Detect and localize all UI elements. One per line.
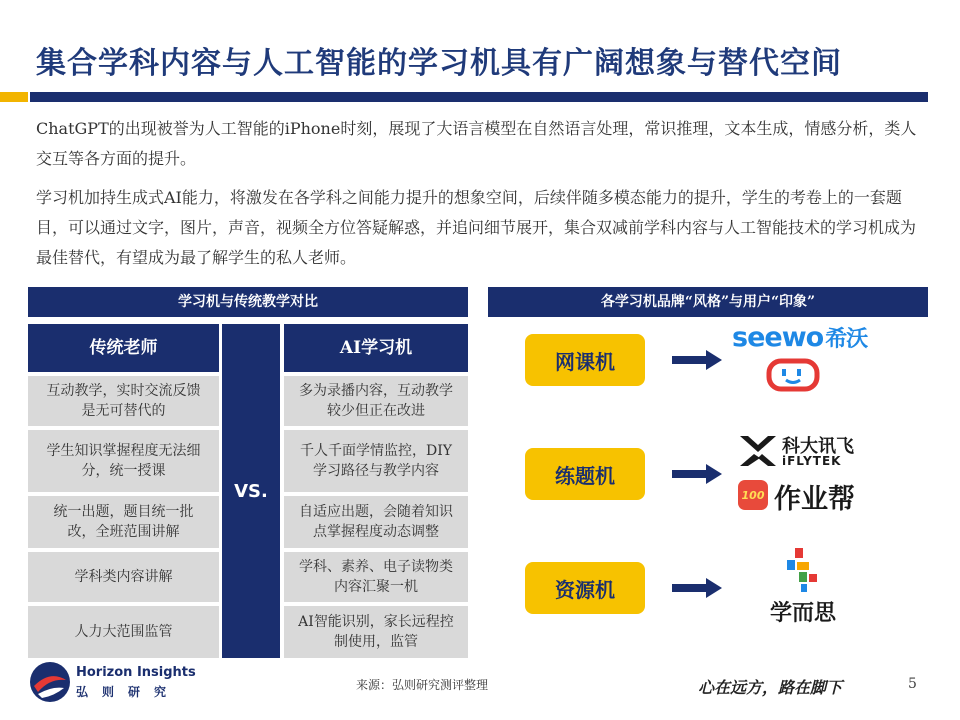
intro-paragraph-2: 学习机加持生成式AI能力，将激发在各学科之间能力提升的想象空间，后续伴随多模态能力的提升，学生的考卷上的一套题目，可以通过文字，图片，声音，视频全方位答疑解惑，并追问细节展开，集合双减前学科内容与人工智能技术的学习机成为最佳替代，有望成为最了解学生的私人老师。 bbox=[36, 188, 917, 267]
seewo-robot-icon bbox=[766, 358, 820, 392]
arrow-right-icon bbox=[672, 578, 722, 598]
iflytek-cn-name: 科大讯飞 bbox=[782, 436, 854, 457]
horizon-insights-logo-icon bbox=[28, 660, 72, 704]
page-title: 集合学科内容与人工智能的学习机具有广阔想象与替代空间 bbox=[36, 46, 842, 81]
comparison-cell-left-2: 学生知识掌握程度无法细分，统一授课 bbox=[28, 430, 219, 492]
arrow-right-icon bbox=[672, 350, 722, 370]
traditional-teacher-header: 传统老师 bbox=[28, 324, 219, 372]
category-resource-machine: 资源机 bbox=[525, 562, 645, 614]
xueersi-logo-icon bbox=[785, 548, 821, 592]
comparison-cell-right-5: AI智能识别，家长远程控制使用，监管 bbox=[284, 606, 468, 658]
seewo-logo: seewo希沃 bbox=[732, 322, 868, 353]
comparison-cell-right-1: 多为录播内容，互动教学较少但正在改进 bbox=[284, 376, 468, 426]
logo-english-name: Horizon Insights bbox=[76, 665, 196, 680]
comparison-cell-right-4: 学科、素养、电子读物类内容汇聚一机 bbox=[284, 552, 468, 602]
xueersi-name: 学而思 bbox=[770, 601, 837, 626]
comparison-cell-left-4: 学科类内容讲解 bbox=[28, 552, 219, 602]
logo-chinese-name: 弘则研究 bbox=[76, 685, 181, 699]
brands-header: 各学习机品牌“风格”与用户“印象” bbox=[488, 287, 928, 317]
comparison-cell-left-3: 统一出题，题目统一批改，全班范围讲解 bbox=[28, 496, 219, 548]
zuoyebang-badge-icon: 100 bbox=[738, 480, 768, 510]
comparison-cell-left-1: 互动教学，实时交流反馈是无可替代的 bbox=[28, 376, 219, 426]
comparison-header: 学习机与传统教学对比 bbox=[28, 287, 468, 317]
category-online-course-machine: 网课机 bbox=[525, 334, 645, 386]
ai-learning-machine-header: AI学习机 bbox=[284, 324, 468, 372]
arrow-right-icon bbox=[672, 464, 722, 484]
vs-label: VS. bbox=[222, 324, 280, 658]
footer-slogan: 心在远方，路在脚下 bbox=[698, 678, 843, 697]
comparison-cell-right-2: 千人千面学情监控，DIY学习路径与教学内容 bbox=[284, 430, 468, 492]
title-underline-bar bbox=[30, 92, 928, 102]
page-number: 5 bbox=[908, 676, 917, 692]
iflytek-en-name: iFLYTEK bbox=[782, 454, 842, 468]
comparison-cell-right-3: 自适应出题，会随着知识点掌握程度动态调整 bbox=[284, 496, 468, 548]
source-note: 来源：弘则研究测评整理 bbox=[356, 678, 489, 692]
zuoyebang-name: 作业帮 bbox=[774, 484, 855, 515]
comparison-cell-left-5: 人力大范围监管 bbox=[28, 606, 219, 658]
intro-paragraph-1: ChatGPT的出现被誉为人工智能的iPhone时刻，展现了大语言模型在自然语言处理，常识推理，文本生成，情感分析，类人交互等各方面的提升。 bbox=[36, 119, 917, 168]
title-accent-bar bbox=[0, 92, 28, 102]
iflytek-logo-icon bbox=[738, 434, 778, 468]
category-practice-machine: 练题机 bbox=[525, 448, 645, 500]
